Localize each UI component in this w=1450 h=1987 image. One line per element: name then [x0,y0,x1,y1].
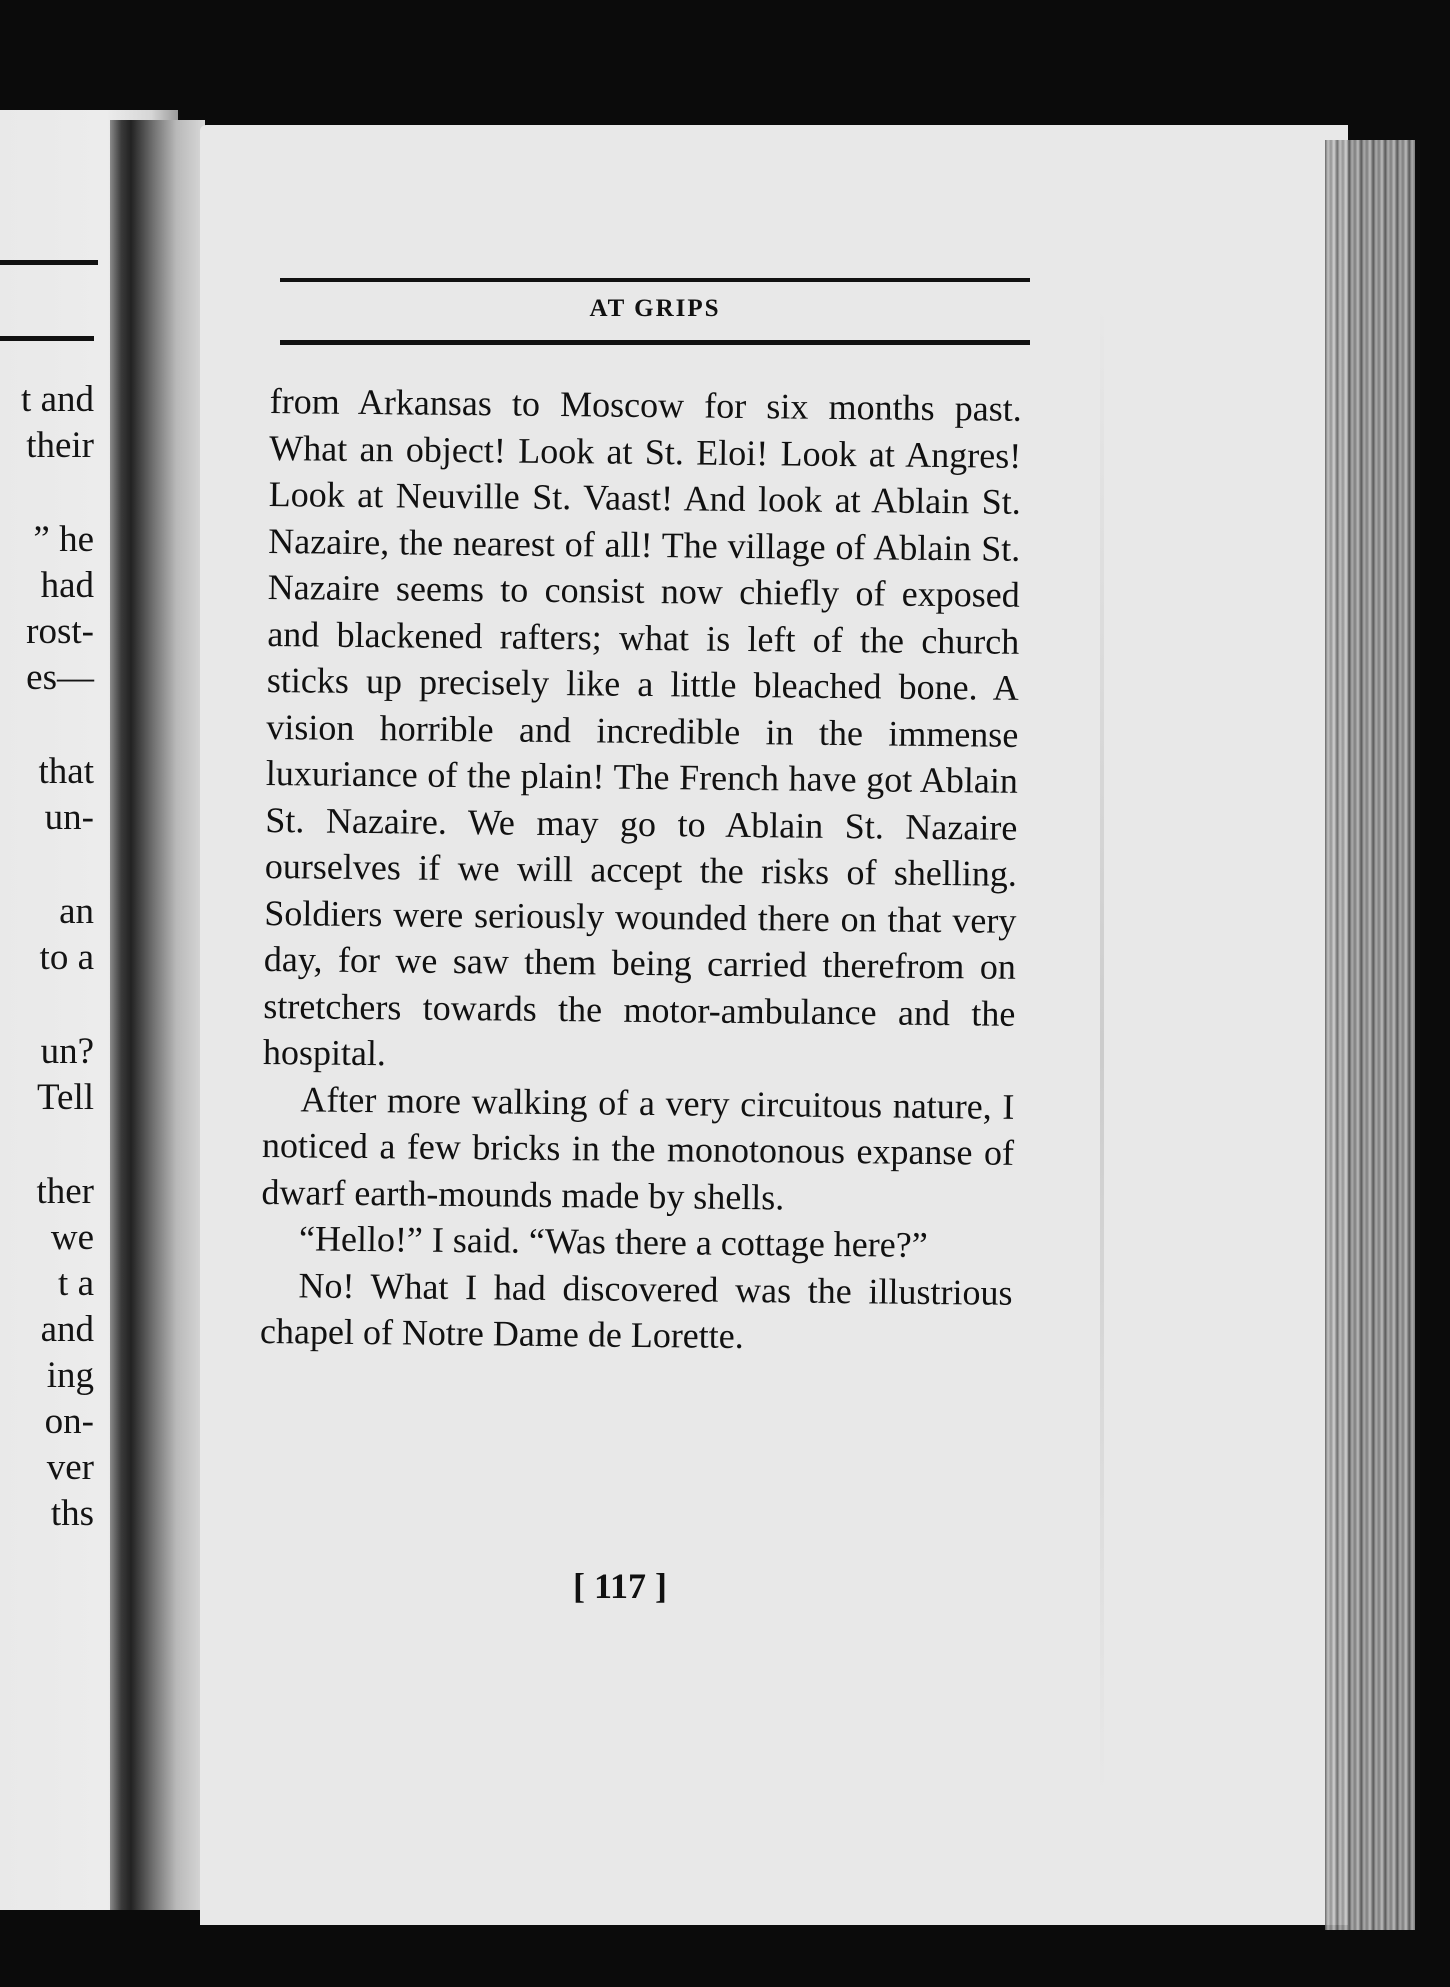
left-page-line: ths [50,1493,94,1534]
left-page-line: t and [21,379,94,420]
left-page-line: es— [26,657,94,698]
header-rule-top [280,278,1030,282]
page-number: [ 117 ] [573,1566,667,1606]
left-page-line: an [59,891,94,932]
body-text [260,378,1022,1362]
page-edges [1325,140,1415,1930]
left-page-line: their [26,425,94,466]
left-page-line: ther [36,1171,94,1212]
paragraph: from Arkansas to Moscow for six months past. What an object! Look at St. Eloi! Look at Angres! Look at Neuville St. Vaast! And look at Ablain St. Nazaire, the nearest of all! The village of Ablain St. Nazaire seems to consist now chiefly of exposed and blackened rafters; what is left of the church sticks up precisely like a little bleached bone. A vision horrible and incredible in the immense luxuriance of the plain! The French have got Ablain St. Nazaire. We may go to Ablain St. Nazaire ourselves if we will accept the risks of shelling. Soldiers were seriously wounded there on that very day, for we saw them being carried therefrom on stretchers towards the motor-ambulance and the hospital. [262,380,1022,1074]
left-page-line: t a [58,1263,94,1304]
left-page-line: un- [44,797,94,838]
left-page-line: that [38,751,94,792]
left-page-line: ” he [33,519,94,560]
left-page-line: on- [44,1401,94,1442]
header-rule-bottom [280,340,1030,345]
paragraph: No! What I had discovered was the illustrious chapel of Notre Dame de Lorette. [259,1264,1013,1357]
left-page-line: rost- [26,611,94,652]
left-page-line: Tell [37,1077,94,1118]
paragraph: After more walking of a very circuitous nature, I noticed a few bricks in the monotonous expanse of dwarf earth-mounds made by shells. [261,1078,1015,1217]
book-binding-gutter [110,120,205,1910]
left-page-line: and [40,1309,94,1350]
left-page-line: ing [46,1355,94,1396]
left-page-line: to a [39,937,94,978]
left-page-line: had [40,565,94,606]
left-header-rule-bottom [0,336,94,341]
page-crease [1100,300,1104,1800]
left-header-rule-top [0,260,98,265]
paragraph: “Hello!” I said. “Was there a cottage here?” [298,1218,928,1265]
running-head: AT GRIPS [589,295,721,322]
left-page-line: un? [40,1031,94,1072]
left-page-line: we [50,1217,94,1258]
left-page-line: ver [46,1447,94,1488]
